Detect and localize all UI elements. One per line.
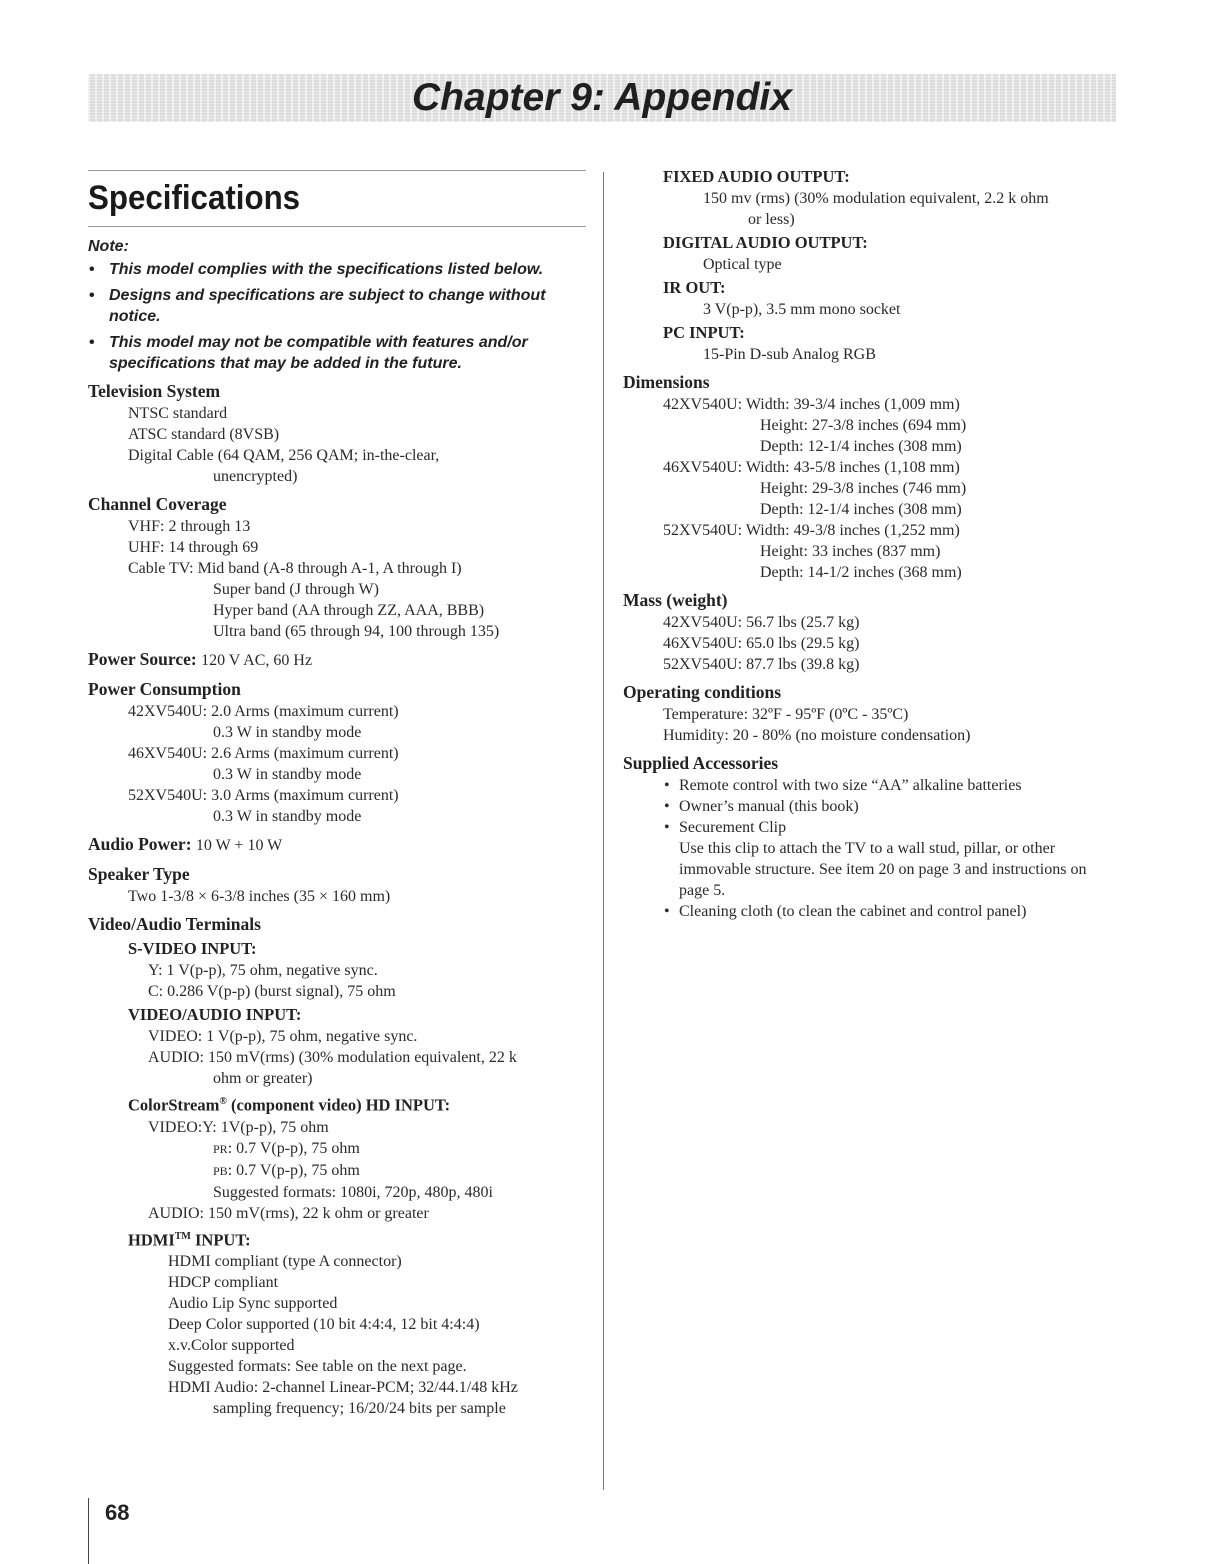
spec-line: 0.3 W in standby mode: [213, 766, 362, 783]
digital-audio-heading: DIGITAL AUDIO OUTPUT:: [663, 233, 868, 252]
spec-line: AUDIO: 150 mV(rms) (30% modulation equivalent, 22 k: [148, 1049, 517, 1066]
spec-line: Audio Lip Sync supported: [168, 1295, 338, 1312]
spec-line: Depth: 12-1/4 inches (308 mm): [760, 438, 962, 455]
right-column: [623, 166, 1123, 922]
page-number: 68: [105, 1500, 130, 1525]
spec-line: 52XV540U: 3.0 Arms (maximum current): [128, 787, 399, 804]
power-source-label: Power Source:: [88, 649, 197, 669]
spec-line: 42XV540U: 56.7 lbs (25.7 kg): [663, 614, 860, 631]
clip-description: Use this clip to attach the TV to a wall stud, pillar, or other immovable structure. See item 20 on page 3 and instructions on page 5.: [679, 840, 1087, 899]
spec-line: Height: 33 inches (837 mm): [760, 543, 941, 560]
spec-line: 52XV540U: 87.7 lbs (39.8 kg): [663, 656, 860, 673]
left-column: [88, 170, 586, 1419]
note-label: Note:: [88, 238, 129, 255]
spec-line: 42XV540U: Width: 39-3/4 inches (1,009 mm): [663, 396, 960, 413]
spec-line: 0.3 W in standby mode: [213, 724, 362, 741]
spec-line: C: 0.286 V(p-p) (burst signal), 75 ohm: [148, 983, 396, 1000]
pc-input-heading: PC INPUT:: [663, 323, 745, 342]
spec-line: PB: 0.7 V(p-p), 75 ohm: [213, 1161, 360, 1179]
spec-line: 46XV540U: 2.6 Arms (maximum current): [128, 745, 399, 762]
accessories-list: [623, 775, 1123, 838]
spec-line: PR: 0.7 V(p-p), 75 ohm: [213, 1139, 360, 1157]
spec-line: Height: 29-3/8 inches (746 mm): [760, 480, 967, 497]
audio-power-value: 10 W + 10 W: [195, 837, 283, 854]
spec-line: 52XV540U: Width: 49-3/8 inches (1,252 mm): [663, 522, 960, 539]
audio-power-row: [88, 833, 586, 857]
note-item: • This model complies with the specifications listed below.: [88, 259, 586, 280]
power-source-row: [88, 648, 586, 672]
chapter-banner: [88, 74, 1116, 122]
spec-line: 0.3 W in standby mode: [213, 808, 362, 825]
spec-line: Hyper band (AA through ZZ, AAA, BBB): [213, 602, 485, 619]
page-number-rule: [88, 1498, 89, 1564]
spec-line: Deep Color supported (10 bit 4:4:4, 12 bit 4:4:4): [168, 1316, 480, 1333]
title-bottom-rule: [88, 226, 586, 227]
spec-line: Height: 27-3/8 inches (694 mm): [760, 417, 967, 434]
spec-line: Temperature: 32ºF - 95ºF (0ºC - 35ºC): [663, 706, 909, 723]
spec-line: unencrypted): [213, 468, 298, 485]
spec-line: ohm or greater): [213, 1070, 313, 1087]
spec-line: 46XV540U: 65.0 lbs (29.5 kg): [663, 635, 860, 652]
spec-line: HDMI compliant (type A connector): [168, 1253, 402, 1270]
tv-system-heading: Television System: [88, 381, 221, 401]
accessories-heading: Supplied Accessories: [623, 753, 779, 773]
spec-line: Super band (J through W): [213, 581, 379, 598]
spec-line: 15-Pin D-sub Analog RGB: [703, 346, 876, 363]
spec-line: Y: 1 V(p-p), 75 ohm, negative sync.: [148, 962, 378, 979]
colorstream-heading: ColorStream® (component video) HD INPUT:: [128, 1095, 451, 1115]
section-title: Specifications: [88, 179, 301, 217]
spec-line: VIDEO:Y: 1V(p-p), 75 ohm: [148, 1118, 329, 1136]
mass-heading: Mass (weight): [623, 590, 728, 610]
video-audio-heading: VIDEO/AUDIO INPUT:: [128, 1005, 302, 1024]
spec-line: AUDIO: 150 mV(rms), 22 k ohm or greater: [148, 1204, 429, 1222]
spec-line: x.v.Color supported: [168, 1337, 295, 1354]
note-item: • This model may not be compatible with features and/or specifications that may be added in the future.: [88, 332, 586, 374]
spec-line: Two 1-3/8 × 6-3/8 inches (35 × 160 mm): [128, 888, 391, 905]
spec-line: Depth: 14-1/2 inches (368 mm): [760, 564, 962, 581]
spec-line: Suggested formats: 1080i, 720p, 480p, 480i: [213, 1183, 493, 1201]
chapter-title: Chapter 9: Appendix: [412, 76, 792, 119]
spec-line: VHF: 2 through 13: [128, 518, 251, 535]
spec-line: Suggested formats: See table on the next page.: [168, 1358, 467, 1375]
title-top-rule: [88, 170, 586, 171]
spec-line: 42XV540U: 2.0 Arms (maximum current): [128, 703, 399, 720]
hdmi-heading: HDMI™ INPUT:: [128, 1230, 251, 1249]
spec-line: UHF: 14 through 69: [128, 539, 259, 556]
spec-line: Cable TV: Mid band (A-8 through A-1, A through I): [128, 560, 462, 577]
audio-power-label: Audio Power:: [88, 834, 192, 854]
power-consumption-heading: Power Consumption: [88, 679, 241, 699]
list-item: • Securement Clip: [663, 817, 1123, 838]
spec-line: Digital Cable (64 QAM, 256 QAM; in-the-clear,: [128, 447, 440, 464]
spec-line: 46XV540U: Width: 43-5/8 inches (1,108 mm): [663, 459, 960, 476]
fixed-audio-heading: FIXED AUDIO OUTPUT:: [663, 167, 850, 186]
spec-line: Optical type: [703, 256, 782, 273]
svideo-heading: S-VIDEO INPUT:: [128, 939, 257, 958]
spec-line: 150 mv (rms) (30% modulation equivalent, 2.2 k ohm: [703, 190, 1049, 207]
spec-line: VIDEO: 1 V(p-p), 75 ohm, negative sync.: [148, 1028, 418, 1045]
dimensions-heading: Dimensions: [623, 372, 710, 392]
note-item: • Designs and specifications are subject to change without notice.: [88, 285, 586, 327]
speaker-type-heading: Speaker Type: [88, 864, 190, 884]
spec-line: 3 V(p-p), 3.5 mm mono socket: [703, 301, 901, 318]
channel-coverage-heading: Channel Coverage: [88, 494, 227, 514]
note-list: [88, 259, 586, 374]
spec-line: ATSC standard (8VSB): [128, 426, 280, 443]
list-item: • Owner’s manual (this book): [663, 796, 1123, 817]
spec-line: HDCP compliant: [168, 1274, 279, 1291]
spec-line: NTSC standard: [128, 405, 228, 422]
spec-line: or less): [748, 211, 795, 228]
list-item: • Cleaning cloth (to clean the cabinet and control panel): [663, 901, 1123, 922]
spec-line: Depth: 12-1/4 inches (308 mm): [760, 501, 962, 518]
list-item: • Remote control with two size “AA” alkaline batteries: [663, 775, 1123, 796]
column-divider: [603, 172, 604, 1490]
spec-line: Ultra band (65 through 94, 100 through 135): [213, 623, 500, 640]
accessories-list-end: [623, 901, 1123, 922]
power-source-value: 120 V AC, 60 Hz: [201, 652, 313, 669]
spec-line: sampling frequency; 16/20/24 bits per sample: [213, 1400, 506, 1417]
terminals-heading: Video/Audio Terminals: [88, 914, 261, 934]
ir-out-heading: IR OUT:: [663, 278, 726, 297]
spec-line: HDMI Audio: 2-channel Linear-PCM; 32/44.1/48 kHz: [168, 1379, 518, 1396]
spec-line: Humidity: 20 - 80% (no moisture condensation): [663, 727, 971, 744]
operating-heading: Operating conditions: [623, 682, 782, 702]
